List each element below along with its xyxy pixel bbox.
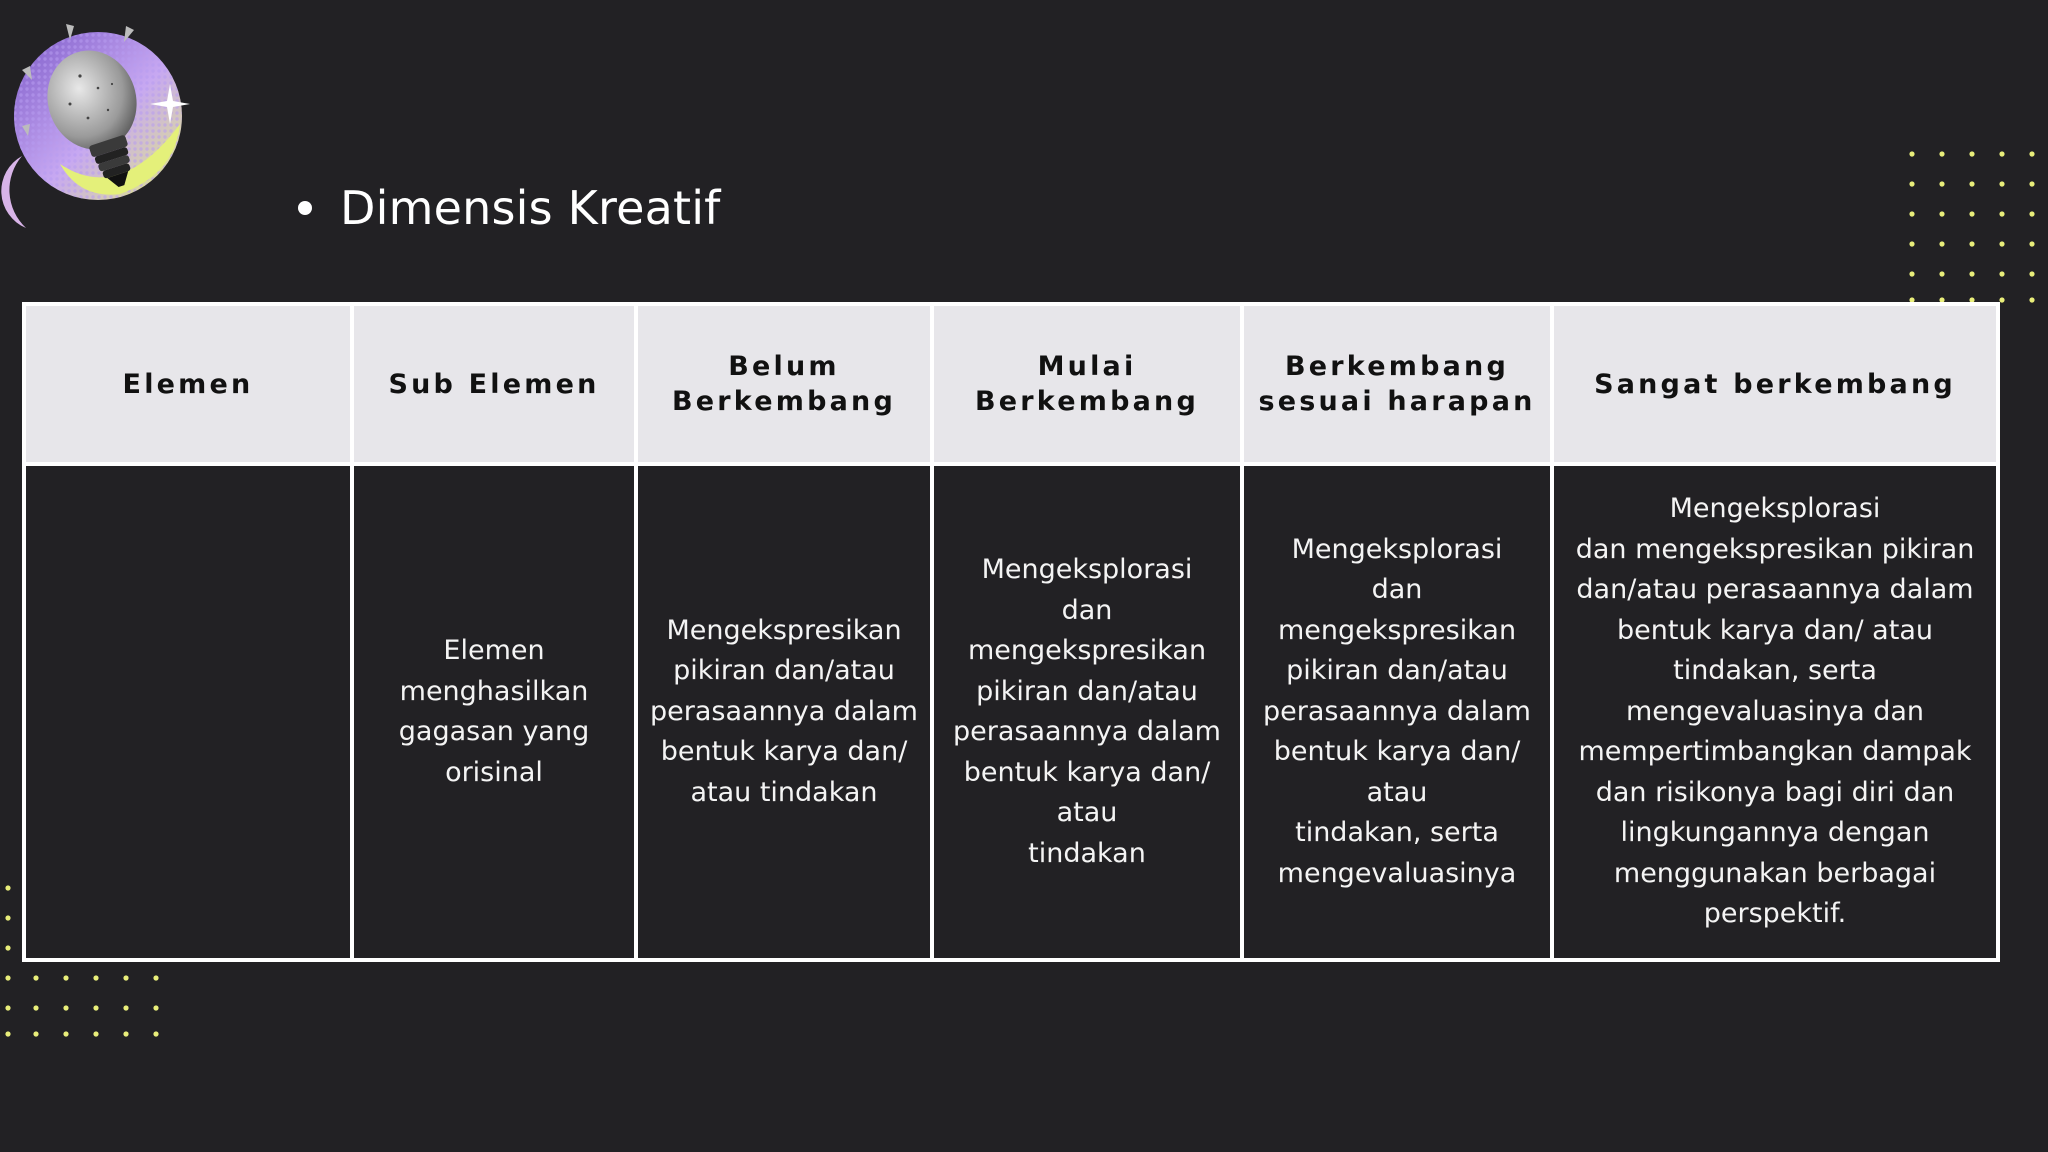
slide-title [298, 178, 721, 238]
bullet-icon [298, 201, 312, 215]
cell-mulai-berkembang: Mengeksplorasi dan mengekspresikan pikiran dan/atau perasaannya dalam bentuk karya dan/ atau tindakan [932, 464, 1242, 960]
header-cell-mulai-berkembang: Mulai Berkembang [932, 304, 1242, 464]
slide-title-text: Dimensis Kreatif [340, 181, 721, 235]
dot-grid-decoration [1908, 148, 2048, 308]
header-cell-berkembang-sesuai-harapan: Berkembang sesuai harapan [1242, 304, 1552, 464]
cell-sangat-berkembang: Mengeksplorasi dan mengekspresikan pikiran dan/atau perasaannya dalam bentuk karya dan/ atau tindakan, serta mengevaluasinya dan mempertimbangkan dampak dan risikonya bagi diri dan lingkungannya dengan menggunakan berbagai perspektif. [1552, 464, 1998, 960]
cell-berkembang-sesuai-harapan: Mengeksplorasi dan mengekspresikan pikiran dan/atau perasaannya dalam bentuk karya dan/ atau tindakan, serta mengevaluasinya [1242, 464, 1552, 960]
rubric-table [22, 302, 2000, 962]
cell-elemen [24, 464, 352, 960]
header-cell-elemen: Elemen [24, 304, 352, 464]
table-row [24, 464, 1998, 960]
cell-sub-elemen: Elemen menghasilkan gagasan yang orisinal [352, 464, 636, 960]
header-cell-sub-elemen: Sub Elemen [352, 304, 636, 464]
lightbulb-icon [0, 14, 200, 234]
header-cell-sangat-berkembang: Sangat berkembang [1552, 304, 1998, 464]
header-cell-belum-berkembang: Belum Berkembang [636, 304, 932, 464]
table-header-row [24, 304, 1998, 464]
cell-belum-berkembang: Mengekspresikan pikiran dan/atau perasaannya dalam bentuk karya dan/ atau tindakan [636, 464, 932, 960]
